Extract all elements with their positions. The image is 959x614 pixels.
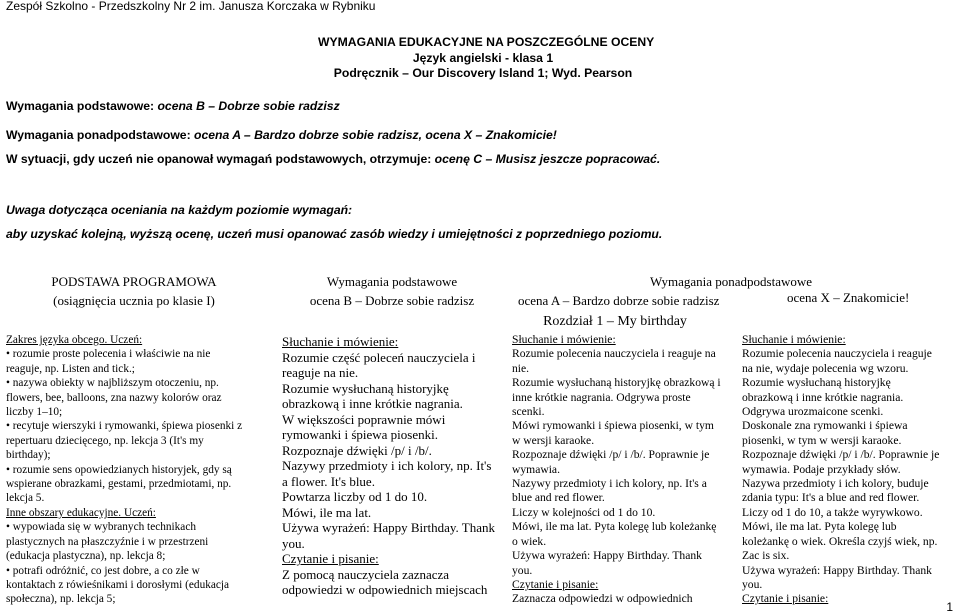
text-line: nie. xyxy=(512,361,530,375)
section-heading: Słuchanie i mówienie: xyxy=(282,334,399,349)
text-line: liczby 1–10; xyxy=(6,406,63,419)
text-line: Mówi rymowanki i śpiewa piosenki, w tym xyxy=(512,419,714,433)
text-line: Rozumie wysłuchaną historyjkę obrazkową i xyxy=(512,376,721,390)
text-line: Zac is six. xyxy=(742,549,790,563)
text-line: obrazkową i inne krótkie nagrania. xyxy=(742,390,904,404)
text-line: • potrafi odróżnić, co jest dobre, a co złe w xyxy=(6,564,200,577)
text-line: Rozpoznaje dźwięki /p/ i /b/. Poprawnie je xyxy=(512,448,710,462)
text-line: Liczy w kolejności od 1 do 10. xyxy=(512,505,656,519)
text-line: Nazywy przedmioty i ich kolory, np. It's xyxy=(282,458,492,473)
chapter-title: Rozdział 1 – My birthday xyxy=(543,314,687,329)
text-line: wymawia. xyxy=(512,462,560,476)
text-line: Powtarza liczby od 1 do 10. xyxy=(282,489,428,504)
text-line: Liczy od 1 do 10, a także wyrywkowo. xyxy=(742,505,923,519)
title-line: Podręcznik – Our Discovery Island 1; Wyd. Pearson xyxy=(333,66,633,80)
text-line: (edukacja plastyczna), np. lekcja 8; xyxy=(6,550,166,563)
text-line: lekcja 5. xyxy=(6,492,45,505)
text-line: W większości poprawnie mówi xyxy=(282,411,446,427)
text-line: obrazkową i inne krótkie nagrania. xyxy=(282,396,463,411)
text-line: Z pomocą nauczyciela zaznacza xyxy=(282,566,450,582)
text-line: kontaktach z rówieśnikami i dorosłymi (edukacja xyxy=(6,578,230,591)
text-line: społeczna), np. lekcja 5; xyxy=(6,593,116,606)
text-line: plastycznych na płaszczyźnie i w przestrzeni xyxy=(6,535,209,548)
section-heading: Czytanie i pisanie: xyxy=(742,592,829,606)
basic-requirements: Wymagania podstawowe: ocena B – Dobrze sobie radzisz xyxy=(6,99,340,113)
title-line: Język angielski - klasa 1 xyxy=(412,50,554,65)
text-line: wspierane obrazkami, gestami, przedmiotami, np. xyxy=(6,478,232,491)
section-heading: Zakres języka obcego. Uczeń: xyxy=(6,334,143,346)
text-line: • nazywa obiekty w najbliższym otoczeniu, np. xyxy=(6,377,219,390)
text-line: reaguje, np. Listen and tick.; xyxy=(6,362,135,375)
section-heading: Czytanie i pisanie: xyxy=(512,577,599,591)
text-line: Rozumie wysłuchaną historyjkę xyxy=(742,376,891,390)
text-line: piosenki, w tym w wersji karaoke. xyxy=(742,433,902,447)
text-line: wymawia. Podaje przykłady słów. xyxy=(742,462,901,476)
text-line: rymowanki i śpiewa piosenki. xyxy=(282,427,438,442)
col1-subheader: (osiągnięcia ucznia po klasie I) xyxy=(53,293,215,308)
section-heading: Inne obszary edukacyjne. Uczeń: xyxy=(6,506,156,519)
text-line: inne krótkie nagrania. Odgrywa proste xyxy=(512,390,691,404)
section-heading: Czytanie i pisanie: xyxy=(282,551,379,566)
text-line: Zaznacza odpowiedzi w odpowiednich xyxy=(512,592,693,606)
text-line: reaguje na nie. xyxy=(282,365,359,380)
basic-header: Wymagania podstawowe xyxy=(326,274,458,289)
section-heading: Słuchanie i mówienie: xyxy=(512,333,616,346)
school-name: Zespół Szkolno - Przedszkolny Nr 2 im. Janusza Korczaka w Rybniku xyxy=(6,0,376,13)
text-line: a flower. It's blue. xyxy=(282,473,375,489)
text-line: birthday); xyxy=(6,449,51,462)
text-line: zdania typu: It's a blue and red flower. xyxy=(742,491,920,505)
text-line: blue and red flower. xyxy=(512,491,605,505)
text-line: Mówi, ile ma lat. xyxy=(282,504,372,520)
text-line: • rozumie sens opowiedzianych historyjek, gdy są xyxy=(6,463,232,476)
grade-x-column xyxy=(742,333,956,607)
note-body: aby uzyskać kolejną, wyższą ocenę, uczeń musi opanować zasób wiedzy i umiejętności z poprzedniego poziomu. xyxy=(6,227,663,241)
text-line: Mówi, ile ma lat. Pyta kolegę lub koleżankę xyxy=(512,520,717,534)
text-line: Rozumie polecenia nauczyciela i reaguje xyxy=(742,347,932,361)
section-heading: Słuchanie i mówienie: xyxy=(742,333,846,346)
advanced-header: Wymagania ponadpodstawowe xyxy=(649,274,813,289)
situation-note: W sytuacji, gdy uczeń nie opanował wymagań podstawowych, otrzymuje: ocenę C – Musisz jeszcze popracować. xyxy=(6,152,661,166)
grade-b-column xyxy=(282,334,508,598)
text-line: Mówi, ile ma lat. Pyta kolegę lub xyxy=(742,520,897,534)
text-line: Używa wyrażeń: Happy Birthday. Thank xyxy=(282,520,495,535)
text-line: na nie, wydaje polecenia wg wzoru. xyxy=(742,361,909,375)
page-number: 1 xyxy=(946,600,953,614)
text-line: Używa wyrażeń: Happy Birthday. Thank xyxy=(742,563,932,577)
col1-header: PODSTAWA PROGRAMOWA xyxy=(51,274,217,289)
advanced-requirements: Wymagania ponadpodstawowe: ocena A – Bardzo dobrze sobie radzisz, ocena X – Znakomicie! xyxy=(6,128,557,142)
text-line: Rozpoznaje dźwięki /p/ i /b/. xyxy=(282,442,432,458)
text-line: koleżankę o wiek. Określa czyjś wiek, np. xyxy=(742,534,938,548)
grade-b: ocena B – Dobrze sobie radzisz xyxy=(309,293,475,308)
text-line: Odgrywa urozmaicone scenki. xyxy=(742,405,884,419)
text-line: w wersji karaoke. xyxy=(512,433,595,447)
core-curriculum-column xyxy=(6,333,270,607)
text-line: Rozpoznaje dźwięki /p/ i /b/. Poprawnie je xyxy=(742,448,940,462)
text-line: flowers, bee, balloons, zna nazwy kolorów oraz xyxy=(6,391,222,404)
title-line: WYMAGANIA EDUKACYJNE NA POSZCZEGÓLNE OCENY xyxy=(318,35,655,49)
text-line: Nazywa przedmioty i ich kolory, buduje xyxy=(742,477,929,491)
text-line: odpowiedzi w odpowiednich miejscach xyxy=(282,582,488,597)
text-line: you. xyxy=(512,563,533,577)
text-line: • rozumie proste polecenia i właściwie na nie xyxy=(6,348,211,361)
text-line: Rozumie wysłuchaną historyjkę xyxy=(282,380,449,396)
note-title: Uwaga dotycząca oceniania na każdym poziomie wymagań: xyxy=(6,203,353,217)
document-title xyxy=(318,35,655,82)
text-line: Rozumie polecenia nauczyciela i reaguje na xyxy=(512,347,716,361)
text-line: repertuaru dziecięcego, np. lekcja 3 (It's my xyxy=(6,434,204,447)
grade-a: ocena A – Bardzo dobrze sobie radzisz xyxy=(518,293,720,308)
text-line: Doskonale zna rymowanki i śpiewa xyxy=(742,419,908,433)
text-line: scenki. xyxy=(512,405,545,419)
text-line: o wiek. xyxy=(512,534,547,548)
text-line: Nazywy przedmioty i ich kolory, np. It's a xyxy=(512,477,707,491)
text-line: you. xyxy=(282,535,305,551)
text-line: • wypowiada się w wybranych technikach xyxy=(6,521,196,534)
text-line: Używa wyrażeń: Happy Birthday. Thank xyxy=(512,549,702,563)
grade-x: ocena X – Znakomicie! xyxy=(787,290,910,305)
text-line: • recytuje wierszyki i rymowanki, śpiewa piosenki z xyxy=(6,420,243,433)
grade-a-column xyxy=(512,333,734,607)
text-line: Rozumie część poleceń nauczyciela i xyxy=(282,349,476,365)
text-line: you. xyxy=(742,577,763,591)
